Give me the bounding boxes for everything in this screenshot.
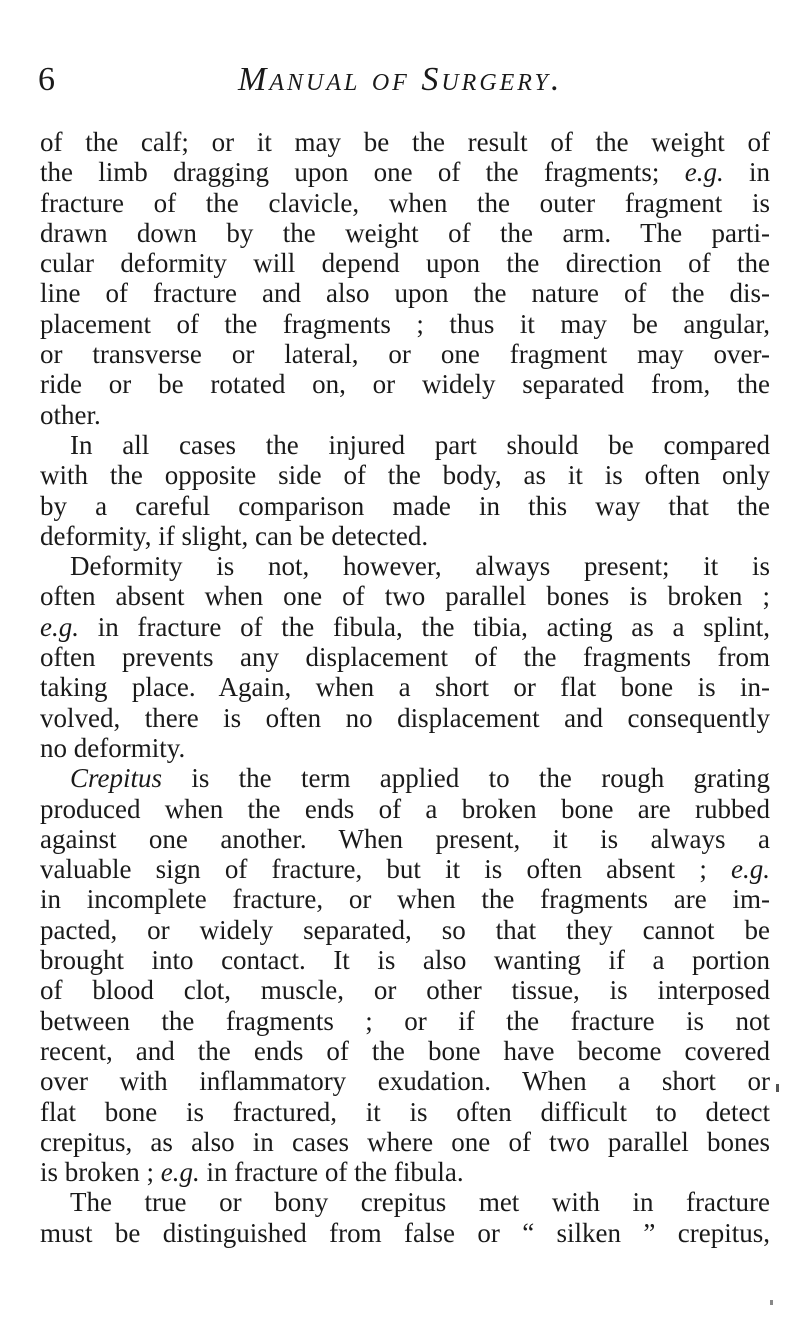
text-line — [40, 733, 770, 763]
text-run: recent, and the ends of the bone have become covered — [40, 1035, 770, 1066]
text-line — [40, 218, 770, 248]
text-run: drawn down by the weight of the arm. The parti- — [40, 217, 770, 248]
body-text — [40, 127, 770, 1248]
text-run: in incomplete fracture, or when the fragments are im- — [40, 884, 770, 915]
text-run: or transverse or lateral, or one fragment may over- — [40, 339, 770, 370]
text-run: brought into contact. It is also wanting if a portion — [40, 945, 770, 976]
text-run: line of fracture and also upon the nature of the dis- — [40, 278, 770, 309]
text-line — [40, 551, 770, 581]
text-line — [40, 309, 770, 339]
text-line — [40, 1006, 770, 1036]
text-run: fracture of the clavicle, when the outer fragment is — [40, 187, 770, 218]
text-run: in — [723, 157, 770, 188]
text-run: must be distinguished from false or “ silken ” crepitus, — [40, 1217, 770, 1248]
text-run: is the term applied to the rough grating — [162, 763, 770, 794]
text-line — [40, 612, 770, 642]
text-run: often prevents any displacement of the fragments from — [40, 642, 770, 673]
italic-text: e.g. — [684, 157, 724, 188]
text-run: crepitus, as also in cases where one of two parallel bones — [40, 1126, 770, 1157]
text-run: over with inflammatory exudation. When a short or — [40, 1066, 770, 1097]
text-run: other. — [40, 399, 101, 430]
text-run: placement of the fragments ; thus it may be angular, — [40, 308, 770, 339]
text-line — [40, 794, 770, 824]
text-line — [40, 369, 770, 399]
text-run: the limb dragging upon one of the fragments; — [40, 157, 685, 188]
text-line — [40, 1097, 770, 1127]
text-run: between the fragments ; or if the fracture is not — [40, 1005, 770, 1036]
text-run: by a careful comparison made in this way that the — [40, 490, 770, 521]
text-line — [40, 127, 770, 157]
margin-mark — [776, 1084, 779, 1092]
text-run: ride or be rotated on, or widely separated from, the — [40, 369, 770, 400]
text-line — [40, 703, 770, 733]
text-run: in fracture of the fibula, the tibia, acting as a splint, — [78, 611, 770, 642]
page-header — [38, 56, 778, 106]
text-run: valuable sign of fracture, but it is often absent ; — [40, 854, 732, 885]
text-line — [40, 339, 770, 369]
text-line — [40, 642, 770, 672]
text-line — [40, 824, 770, 854]
text-run: with the opposite side of the body, as it is often only — [40, 460, 770, 491]
page-number: 6 — [38, 61, 55, 98]
margin-mark — [770, 1300, 773, 1305]
text-line — [40, 975, 770, 1005]
text-run: pacted, or widely separated, so that they cannot be — [40, 914, 770, 945]
text-run: against one another. When present, it is always a — [40, 823, 770, 854]
text-line — [40, 1157, 770, 1187]
text-line — [40, 1036, 770, 1066]
text-run: of blood clot, muscle, or other tissue, is interposed — [40, 975, 770, 1006]
text-run: flat bone is fractured, it is often difficult to detect — [40, 1096, 770, 1127]
text-run: taking place. Again, when a short or flat bone is in- — [40, 672, 770, 703]
text-line — [40, 157, 770, 187]
text-run: often absent when one of two parallel bones is broken ; — [40, 581, 770, 612]
text-line — [40, 188, 770, 218]
text-run: cular deformity will depend upon the direction of the — [40, 248, 770, 279]
text-line — [40, 460, 770, 490]
text-run: volved, there is often no displacement and consequently — [40, 702, 770, 733]
running-head: Manual of Surgery. — [238, 61, 563, 98]
text-line — [40, 945, 770, 975]
text-line — [40, 521, 770, 551]
text-line — [40, 1218, 770, 1248]
text-run: in fracture of the fibula. — [199, 1157, 464, 1188]
text-run: deformity, if slight, can be detected. — [40, 520, 429, 551]
text-line — [40, 884, 770, 914]
text-line — [40, 763, 770, 793]
text-run: produced when the ends of a broken bone are rubbed — [40, 793, 770, 824]
text-line — [40, 854, 770, 884]
text-line — [40, 672, 770, 702]
text-run: The true or bony crepitus met with in fracture — [70, 1187, 770, 1218]
italic-text: Crepitus — [70, 763, 163, 794]
text-line — [40, 430, 770, 460]
text-run: In all cases the injured part should be compared — [70, 429, 770, 460]
text-run: no deformity. — [40, 732, 186, 763]
text-line — [40, 1127, 770, 1157]
italic-text: e.g. — [40, 611, 79, 642]
text-line — [40, 1066, 770, 1096]
text-line — [40, 278, 770, 308]
text-line — [40, 400, 770, 430]
text-run: of the calf; or it may be the result of the weight of — [40, 127, 770, 157]
text-line — [40, 491, 770, 521]
text-line — [40, 581, 770, 611]
italic-text: e.g. — [731, 854, 770, 885]
text-run: Deformity is not, however, always present; it is — [70, 551, 770, 582]
text-line — [40, 248, 770, 278]
text-line — [40, 1187, 770, 1217]
italic-text: e.g. — [160, 1157, 200, 1188]
text-line — [40, 915, 770, 945]
text-run: is broken ; — [40, 1157, 161, 1188]
